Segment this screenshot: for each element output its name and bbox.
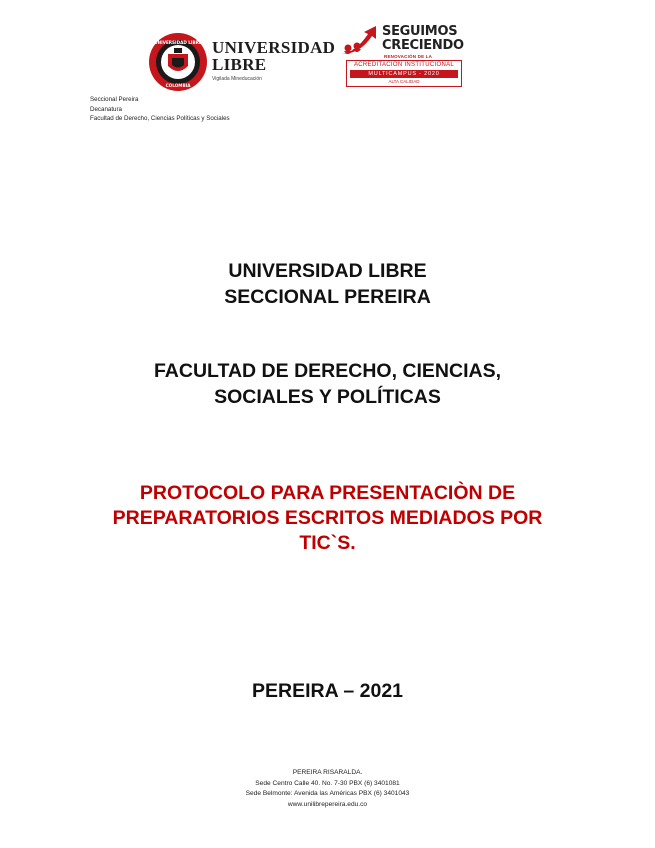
protocol-title-line3: TIC`S. xyxy=(299,532,356,554)
ul-tagline: Vigilada Mineducación xyxy=(212,76,262,82)
header-line-decanatura: Decanatura xyxy=(90,105,122,113)
creciendo-text: CRECIENDO xyxy=(382,38,464,53)
protocol-title-line2: PREPARATORIOS ESCRITOS MEDIADOS POR xyxy=(112,507,543,529)
header-line-facultad: Facultad de Derecho, Ciencias Políticas y Sociales xyxy=(90,115,230,122)
renewal-text: RENOVACIÓN DE LA xyxy=(384,54,433,59)
universidad-libre-logo xyxy=(148,30,336,94)
faculty-title-line2: SOCIALES Y POLÍTICAS xyxy=(214,386,441,408)
footer-website: www.unilibrepereira.edu.co xyxy=(287,800,368,808)
ul-name-line1: UNIVERSIDAD xyxy=(212,38,336,57)
footer xyxy=(0,768,655,810)
faculty-title xyxy=(0,358,655,410)
header-info xyxy=(90,95,230,124)
university-title-line1: UNIVERSIDAD LIBRE xyxy=(228,260,427,282)
place-year: PEREIRA – 2021 xyxy=(251,680,404,702)
university-seal-icon xyxy=(148,32,208,92)
seguimos-text: SEGUIMOS xyxy=(382,24,458,39)
protocol-title-line1: PROTOCOLO PARA PRESENTACIÒN DE xyxy=(139,482,516,504)
svg-text:COLOMBIA: COLOMBIA xyxy=(165,83,191,88)
multicampus-banner: MULTICAMPUS - 2020 xyxy=(350,70,458,78)
protocol-title xyxy=(0,481,655,556)
faculty-title-line1: FACULTAD DE DERECHO, CIENCIAS, xyxy=(153,360,502,382)
ul-name-line2: LIBRE xyxy=(212,55,267,74)
university-title xyxy=(0,258,655,310)
accreditation-text: ACREDITACIÓN INSTITUCIONAL xyxy=(353,62,455,68)
footer-sede-centro: Sede Centro Calle 40. No. 7-30 PBX (6) 3401081 xyxy=(255,779,400,787)
footer-sede-belmonte: Sede Belmonte: Avenida las Américas PBX (6) 3401043 xyxy=(245,790,410,797)
header-line-seccional: Seccional Pereira xyxy=(90,96,139,103)
accreditation-logo xyxy=(338,22,466,92)
quality-text: ALTA CALIDAD xyxy=(388,79,420,84)
growth-arrow-icon xyxy=(338,24,384,58)
footer-city: PEREIRA RISARALDA. xyxy=(292,769,363,776)
university-title-line2: SECCIONAL PEREIRA xyxy=(224,286,431,308)
svg-text:UNIVERSIDAD LIBRE: UNIVERSIDAD LIBRE xyxy=(154,40,202,45)
accreditation-box xyxy=(346,60,462,87)
